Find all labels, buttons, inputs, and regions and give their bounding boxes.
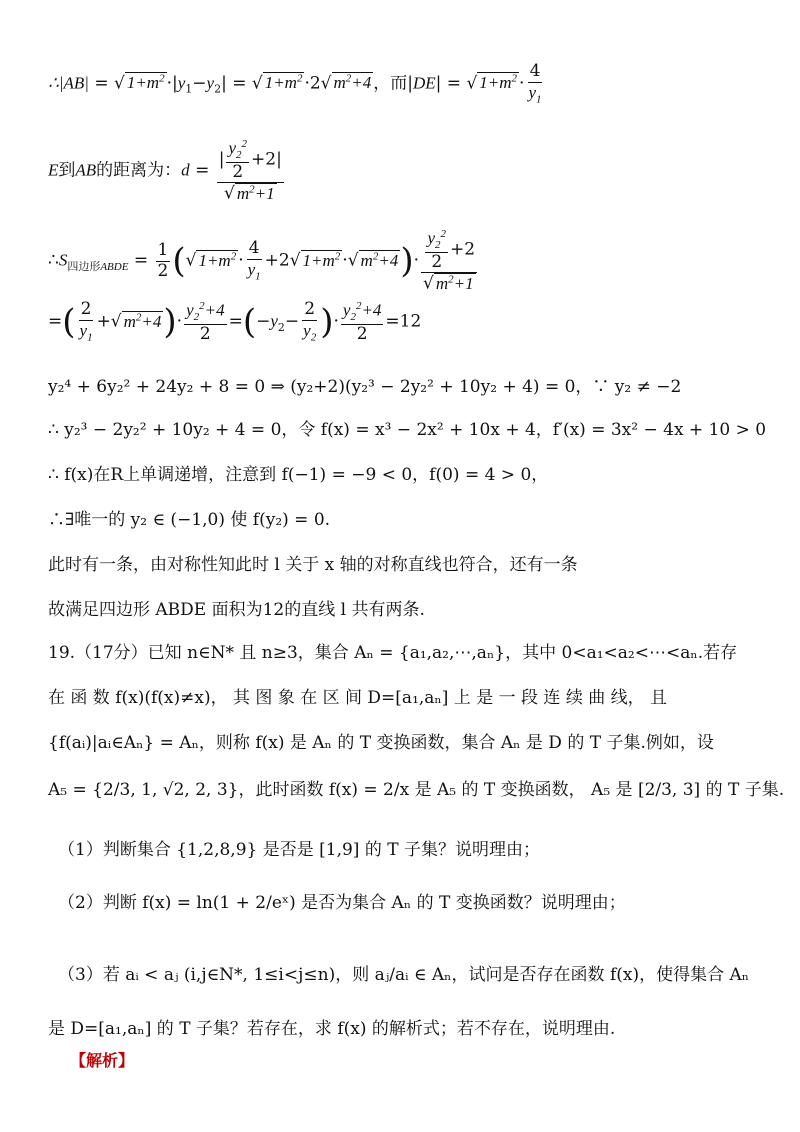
problem-19-stem-3: {f(aᵢ)|aᵢ∈Aₙ} = Aₙ，则称 f(x) 是 Aₙ 的 T 变换函数，集合 Aₙ 是 D 的 T 子集.例如，设 — [48, 733, 714, 753]
subquestion-3: （3）若 aᵢ < aⱼ (i,j∈N*, 1≤i<j≤n)，则 aⱼ/aᵢ ∈ Aₙ，试问是否存在函数 f(x)，使得集合 Aₙ — [58, 965, 750, 985]
solution-label: 【解析】 — [70, 1051, 135, 1070]
subquestion-3-continued: 是 D=[a₁,aₙ] 的 T 子集？若存在，求 f(x) 的解析式；若不存在，说明理由. — [48, 1019, 616, 1039]
line-conclusion: 故满足四边形 ABDE 面积为12的直线 l 共有两条. — [48, 600, 425, 620]
line-monotonic: ∴ f(x)在R上单调递增，注意到 f(−1) = −9 < 0，f(0) = 4 > 0， — [48, 465, 549, 485]
line-area-simplified: =( $\frac{2}{y_1}$ +√ $m^2+4)\cdot$ $\frac{y_2^2+4}{2}$ $=(-y_2-$ $\frac{2}{y_2}$ )· $\frac{y_2^2+4}{2}$ =12 — [48, 299, 422, 344]
subquestion-2: （2）判断 f(x) = ln(1 + 2/eˣ) 是否为集合 Aₙ 的 T 变换函数？说明理由； — [58, 893, 626, 913]
subquestion-1: （1）判断集合 {1,2,8,9} 是否是 [1,9] 的 T 子集？说明理由； — [58, 840, 540, 860]
line-equation-factor: y₂⁴ + 6y₂² + 24y₂ + 8 = 0 ⇒ (y₂+2)(y₂³ − 2y₂² + 10y₂ + 4) = 0，∵ y₂ ≠ −2 — [48, 377, 682, 397]
problem-19-stem-2: 在 函 数 f(x)(f(x)≠x)， 其 图 象 在 区 间 D=[a₁,aₙ] 上 是 一 段 连 续 曲 线， 且 — [48, 688, 668, 708]
line-symmetry: 此时有一条，由对称性知此时 l 关于 x 轴的对称直线也符合，还有一条 — [48, 555, 578, 575]
problem-19-example: A₅ = {2/3, 1, √2, 2, 3}，此时函数 f(x) = 2/x 是 A₅ 的 T 变换函数， A₅ 是 [2/3, 3] 的 T 子集. — [48, 780, 785, 800]
line-unique-root: ∴∃唯一的 y₂ ∈ (−1,0) 使 f(y₂) = 0. — [48, 510, 331, 530]
line-ab-length: ∴|AB| = √ $1+m^2 \cdot|y_1-y_2|$ = √ $1+m^2 \cdot 2√$ $m^2+4$ ，而|DE| = √ $1+m^2$ · $\frac{4}{y_1}$ — [48, 61, 542, 105]
line-distance: E到AB的距离为：d = | $\frac{y_2^2}{2}$ +2| √ $m^2+1$ — [48, 138, 282, 204]
problem-19-stem-1: 19.（17分）已知 n∈N* 且 n≥3，集合 Aₙ = {a₁,a₂,⋯,aₙ}，其中 0<a₁<a₂<⋯<aₙ.若存 — [48, 643, 738, 663]
line-area-formula: $\therefore S_{四边形ABDE}$ = $\frac{1}{2}$ (√ $1+m^2$ · $\frac{4}{y_1}$ +2√ $1+m^2$ ·√ $m^2+4)\cdot$ $\frac{y_2^2}{2}$ +2 √ $m^2+1$ — [48, 228, 476, 294]
line-cubic-derivative: ∴ y₂³ − 2y₂² + 10y₂ + 4 = 0，令 f(x) = x³ − 2x² + 10x + 4，f′(x) = 3x² − 4x + 10 > 0 — [48, 420, 767, 440]
